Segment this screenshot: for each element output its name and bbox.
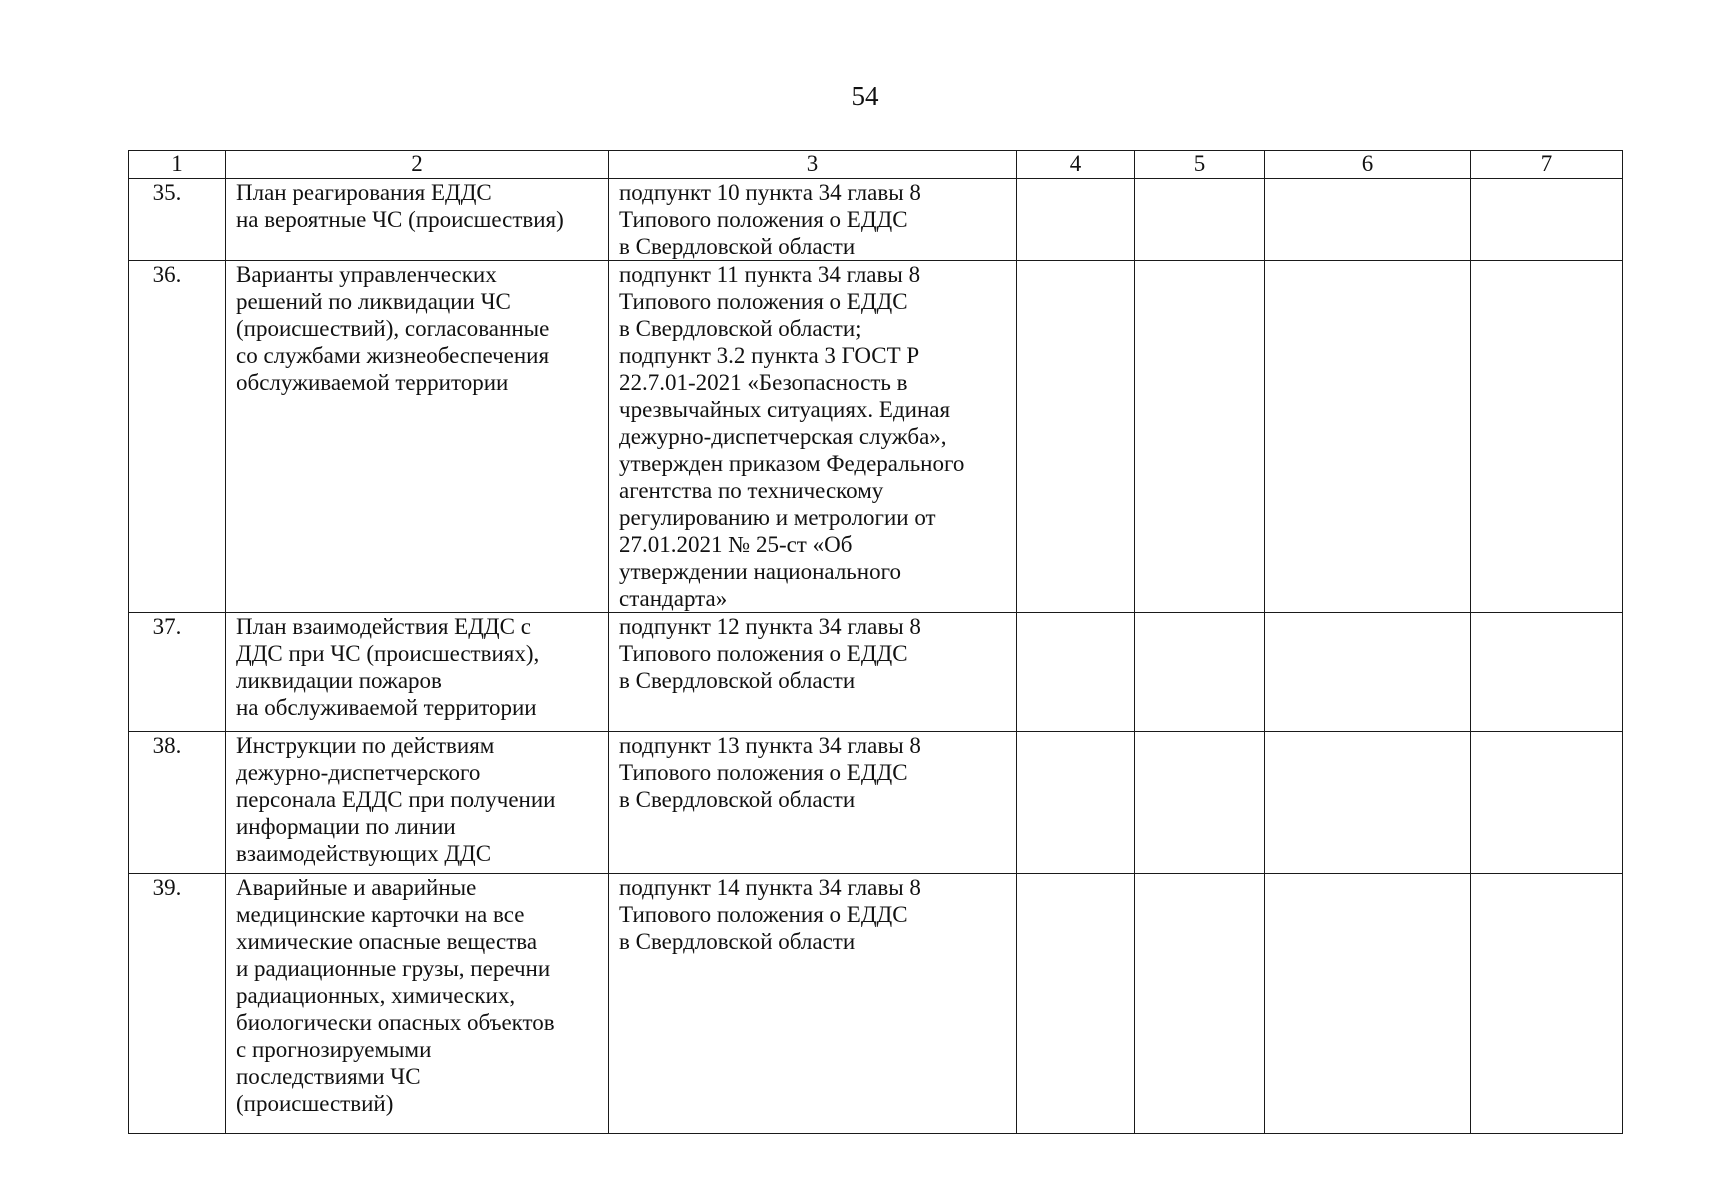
legal-basis-cell: подпункт 13 пункта 34 главы 8 Типового положения о ЕДДС в Свердловской области (609, 732, 1017, 874)
empty-cell (1017, 732, 1135, 874)
table-row (129, 261, 1623, 613)
empty-cell (1265, 874, 1471, 1134)
legal-basis-cell: подпункт 11 пункта 34 главы 8 Типового положения о ЕДДС в Свердловской области; подпункт 3.2 пункта 3 ГОСТ Р 22.7.01-2021 «Безопасность в чрезвычайных ситуациях. Единая дежурно-диспетчерская служба», утвержден приказом Федерального агентства по техническому регулированию и метрологии от 27.01.2021 № 25-ст «Об утверждении национального стандарта» (609, 261, 1017, 613)
page-number: 54 (851, 81, 879, 111)
empty-cell (1135, 613, 1265, 732)
row-number: 39. (129, 874, 226, 1134)
empty-cell (1471, 179, 1623, 261)
column-header: 3 (609, 151, 1017, 179)
row-number: 37. (129, 613, 226, 732)
document-table (128, 150, 1623, 1134)
empty-cell (1017, 874, 1135, 1134)
empty-cell (1135, 874, 1265, 1134)
empty-cell (1265, 261, 1471, 613)
document-name-cell: План реагирования ЕДДС на вероятные ЧС (происшествия) (226, 179, 609, 261)
legal-basis-cell: подпункт 10 пункта 34 главы 8 Типового положения о ЕДДС в Свердловской области (609, 179, 1017, 261)
column-header: 2 (226, 151, 609, 179)
empty-cell (1471, 261, 1623, 613)
column-header: 6 (1265, 151, 1471, 179)
empty-cell (1135, 261, 1265, 613)
table-row (129, 179, 1623, 261)
row-number: 35. (129, 179, 226, 261)
table-row (129, 874, 1623, 1134)
row-number: 38. (129, 732, 226, 874)
row-number: 36. (129, 261, 226, 613)
table-row (129, 732, 1623, 874)
empty-cell (1471, 732, 1623, 874)
empty-cell (1265, 613, 1471, 732)
document-name-cell: Инструкции по действиям дежурно-диспетчерского персонала ЕДДС при получении информации по линии взаимодействующих ДДС (226, 732, 609, 874)
empty-cell (1471, 874, 1623, 1134)
table-header-row (129, 151, 1623, 179)
table-row (129, 613, 1623, 732)
empty-cell (1265, 732, 1471, 874)
document-name-cell: План взаимодействия ЕДДС с ДДС при ЧС (происшествиях), ликвидации пожаров на обслуживаемой территории (226, 613, 609, 732)
legal-basis-cell: подпункт 14 пункта 34 главы 8 Типового положения о ЕДДС в Свердловской области (609, 874, 1017, 1134)
column-header: 7 (1471, 151, 1623, 179)
legal-basis-cell: подпункт 12 пункта 34 главы 8 Типового положения о ЕДДС в Свердловской области (609, 613, 1017, 732)
empty-cell (1017, 261, 1135, 613)
empty-cell (1017, 179, 1135, 261)
document-name-cell: Аварийные и аварийные медицинские карточки на все химические опасные вещества и радиационные грузы, перечни радиационных, химических, биологически опасных объектов с прогнозируемыми последствиями ЧС (происшествий) (226, 874, 609, 1134)
empty-cell (1135, 732, 1265, 874)
empty-cell (1017, 613, 1135, 732)
empty-cell (1265, 179, 1471, 261)
column-header: 5 (1135, 151, 1265, 179)
column-header: 4 (1017, 151, 1135, 179)
document-name-cell: Варианты управленческих решений по ликвидации ЧС (происшествий), согласованные со службами жизнеобеспечения обслуживаемой территории (226, 261, 609, 613)
empty-cell (1471, 613, 1623, 732)
empty-cell (1135, 179, 1265, 261)
column-header: 1 (129, 151, 226, 179)
